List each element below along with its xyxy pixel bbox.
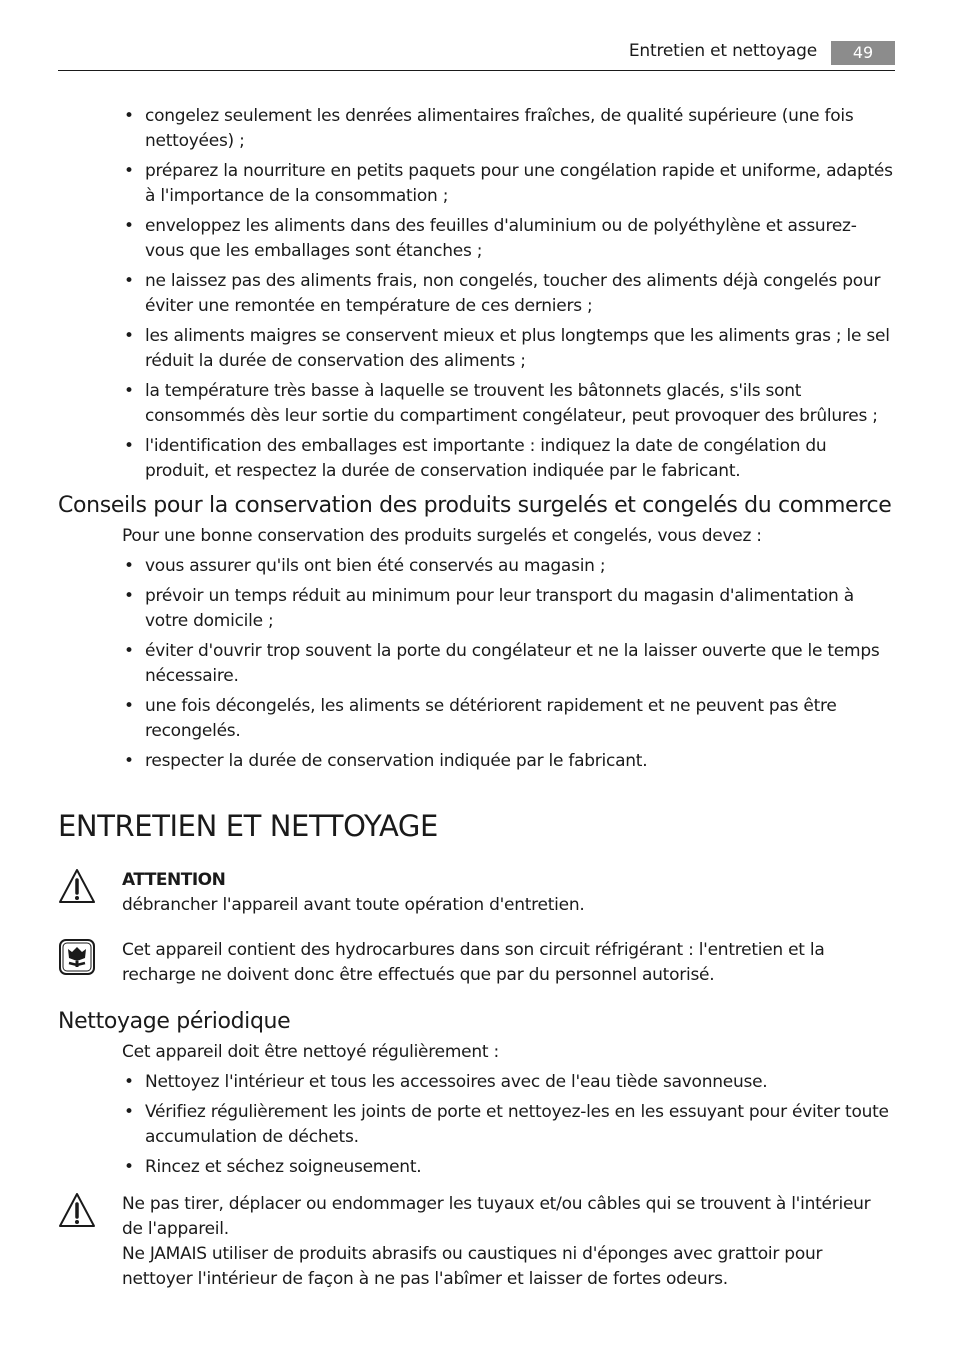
list-item: • enveloppez les aliments dans des feuilles d'aluminium ou de polyéthylène et assurez-vous que les emballages sont étanches ; [124,216,857,261]
header-divider [58,70,895,71]
bullet-icon: • [124,586,134,606]
list-item: • congelez seulement les denrées alimentaires fraîches, de qualité supérieure (une fois nettoyées) ; [124,106,854,151]
bullet-icon: • [124,216,134,236]
bullet-icon: • [124,161,134,181]
attention-text: débrancher l'appareil avant toute opération d'entretien. [122,895,585,915]
list-item: • une fois décongelés, les aliments se détériorent rapidement et ne peuvent pas être recongelés. [124,696,837,741]
list-item: • prévoir un temps réduit au minimum pour leur transport du magasin d'alimentation à votre domicile ; [124,586,854,631]
bullet-icon: • [124,106,134,126]
bullet-icon: • [124,436,134,456]
list-item: • l'identification des emballages est importante : indiquez la date de congélation du produit, et respectez la durée de conservation indiquée par le fabricant. [124,436,827,481]
list-item: • éviter d'ouvrir trop souvent la porte du congélateur et ne la laisser ouverte que le temps nécessaire. [124,641,880,686]
section-intro-conseils: Pour une bonne conservation des produits surgelés et congelés, vous devez : [122,526,762,546]
bullet-icon: • [124,326,134,346]
list-item: • les aliments maigres se conservent mieux et plus longtemps que les aliments gras ; le sel réduit la durée de conservation des aliments ; [124,326,890,371]
page-content [58,104,895,1292]
bullet-icon: • [124,556,134,576]
page-number-badge: 49 [831,41,895,65]
section-intro-nettoyage: Cet appareil doit être nettoyé régulièrement : [122,1042,499,1062]
bullet-icon: • [124,381,134,401]
list-item: • respecter la durée de conservation indiquée par le fabricant. [58,749,895,774]
cleaning-steps-list [58,1070,895,1180]
list-item: • préparez la nourriture en petits paquets pour une congélation rapide et uniforme, adaptés à l'importance de la consommation ; [124,161,893,206]
bullet-icon: • [124,1102,134,1122]
cleaning-warning-notice [58,1192,895,1292]
list-item: • Vérifiez régulièrement les joints de porte et nettoyez-les en les essuyant pour éviter toute accumulation de déchets. [124,1102,889,1147]
warning-text-abrasives: Ne JAMAIS utiliser de produits abrasifs ou caustiques ni d'éponges avec grattoir pour nettoyer l'intérieur de façon à ne pas l'abîmer et laisser de fortes odeurs. [122,1244,823,1289]
bullet-icon: • [124,641,134,661]
commercial-storage-list [58,554,895,774]
list-item: • Rincez et séchez soigneusement. [58,1155,895,1180]
bullet-icon: • [124,271,134,291]
list-item: • vous assurer qu'ils ont bien été conservés au magasin ; [58,554,895,579]
running-header-title: Entretien et nettoyage [628,41,817,61]
list-item: • ne laissez pas des aliments frais, non congelés, toucher des aliments déjà congelés pour éviter une remontée en température de ces derniers ; [124,271,881,316]
attention-title: ATTENTION [122,870,226,890]
section-heading-nettoyage: Nettoyage périodique [58,1009,291,1034]
warning-text-cables: Ne pas tirer, déplacer ou endommager les tuyaux et/ou câbles qui se trouvent à l'intérieur de l'appareil. [122,1194,871,1239]
warning-triangle-icon [58,868,96,906]
chapter-title: ENTRETIEN ET NETTOYAGE [58,809,438,843]
freezing-tips-list [58,104,895,484]
bullet-icon: • [124,1072,134,1092]
environment-flower-icon [58,938,96,976]
warning-triangle-icon [58,1192,96,1230]
attention-notice [58,868,895,918]
environment-notice [58,938,895,988]
section-heading-conseils: Conseils pour la conservation des produits surgelés et congelés du commerce [58,493,892,518]
environment-text: Cet appareil contient des hydrocarbures dans son circuit réfrigérant : l'entretien et la recharge ne doivent donc être effectués que par du personnel autorisé. [122,940,825,985]
list-item: • la température très basse à laquelle se trouvent les bâtonnets glacés, s'ils sont consommés dès leur sortie du compartiment congélateur, peut provoquer des brûlures ; [124,381,878,426]
bullet-icon: • [124,1157,134,1177]
bullet-icon: • [124,696,134,716]
bullet-icon: • [124,751,134,771]
list-item: • Nettoyez l'intérieur et tous les accessoires avec de l'eau tiède savonneuse. [58,1070,895,1095]
